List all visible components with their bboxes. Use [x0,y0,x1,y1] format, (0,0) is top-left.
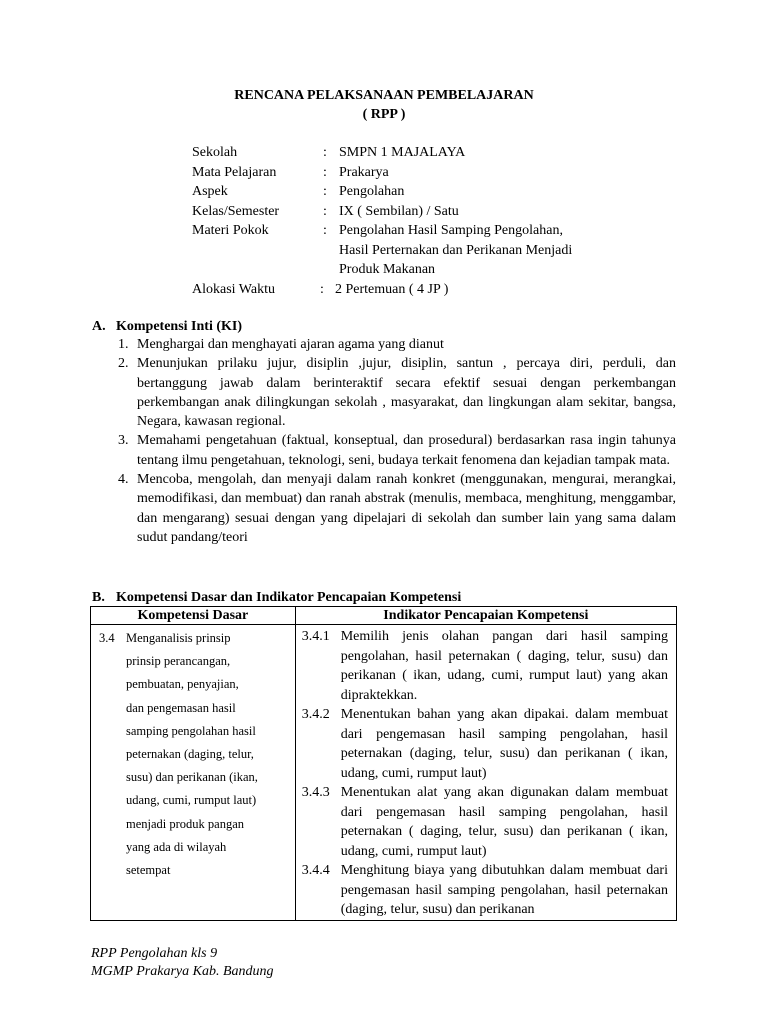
kd-line: Menganalisis prinsip [126,631,231,645]
info-row-aspek [192,182,662,202]
info-colon: : [323,164,327,180]
info-row-materi-cont [192,260,662,280]
kd-line: menjadi produk pangan [126,816,245,831]
info-label: Aspek [192,184,228,199]
indicator-number: 3.4.2 [301,707,330,722]
kd-number: 3.4 [99,631,115,645]
info-value: Hasil Perternakan dan Perikanan Menjadi [339,242,573,258]
section-title: Kompetensi Dasar dan Indikator Pencapaian Kompetensi [116,590,462,605]
footer-line-2: MGMP Prakarya Kab. Bandung [91,964,274,979]
column-header-indicator: Indikator Pencapaian Kompetensi [295,607,676,625]
info-value: IX ( Sembilan) / Satu [339,203,459,219]
indicator-item [302,861,668,920]
indicator-item [302,627,668,705]
info-colon: : [323,184,327,199]
section-a-heading [92,317,242,336]
list-number: 3. [118,433,129,449]
info-label: Kelas/Semester [192,203,280,219]
footer-line-1: RPP Pengolahan kls 9 [91,946,218,961]
list-item [118,354,676,431]
indicator-text: Menghitung biaya yang dibutuhkan dalam membuat dari pengemasan hasil samping pengolahan, hasil peternakan (daging, telur, susu) dan perikanan [340,863,668,917]
info-colon: : [323,203,327,219]
list-number: 4. [118,472,129,488]
indicator-number: 3.4.3 [301,785,330,800]
list-text: Mencoba, mengolah, dan menyaji dalam ranah konkret (menggunakan, mengurai, merangkai, memodifikasi, dan membuat) dan ranah abstrak (menulis, membaca, menghitung, menggambar, dan mengarang) sesuai dengan yang dipelajari di sekolah dan sumber lain yang sama dalam sudut pandang/teori [137,472,676,545]
indicator-number: 3.4.1 [301,629,330,644]
table-row [91,625,677,921]
info-label: Sekolah [192,145,238,160]
section-b-heading [92,588,461,607]
indicator-item [302,783,668,861]
indicator-item [302,705,668,783]
table-header-row [91,607,677,625]
info-row-sekolah [192,143,662,163]
list-item [118,431,676,470]
list-item [118,470,676,547]
kd-line: yang ada di wilayah [126,839,227,854]
list-number: 2. [118,356,129,372]
list-text: Memahami pengetahuan (faktual, konseptual, dan prosedural) berdasarkan rasa ingin tahunya tentang ilmu pengetahuan, teknologi, seni, budaya terkait fenomena dan kejadian tampak mata. [137,433,676,468]
info-value: Prakarya [339,164,389,180]
section-letter: A. [92,319,106,334]
column-header-kd: Kompetensi Dasar [91,607,296,625]
info-row-mapel [192,163,662,183]
info-row-kelas [192,202,662,222]
document-title: RENCANA PELAKSANAAN PEMBELAJARAN [234,88,534,103]
list-text: Menghargai dan menghayati ajaran agama yang dianut [137,337,444,352]
info-value: SMPN 1 MAJALAYA [339,145,466,160]
indicator-text: Menentukan bahan yang akan dipakai. dalam membuat dari pengemasan hasil samping pengolahan, hasil peternakan (daging, telur, susu) dan perikanan ( ikan, udang, cumi, rumput laut) [340,707,668,781]
identity-block [192,143,662,299]
info-value: 2 Pertemuan ( 4 JP ) [335,281,449,297]
kd-cell [91,625,296,921]
section-title: Kompetensi Inti (KI) [116,319,242,334]
kd-line: peternakan (daging, telur, [126,747,254,762]
kd-line: dan pengemasan hasil [126,700,236,715]
kd-line: prinsip perancangan, [126,654,231,669]
list-item [118,335,676,354]
info-row-alokasi [192,280,662,300]
info-colon: : [323,223,327,238]
info-label: Materi Pokok [192,223,269,238]
indicator-text: Memilih jenis olahan pangan dari hasil samping pengolahan, hasil peternakan ( daging, telur, susu) dan perikanan ( ikan, udang, cumi, rumput laut) yang akan dipraktekkan. [340,629,668,703]
document-subtitle: ( RPP ) [362,107,406,122]
kd-line: udang, cumi, rumput laut) [126,793,257,808]
list-text: Menunjukan prilaku jujur, disiplin ,jujur, disiplin, santun , percaya diri, perduli, dan bertanggung jawab dalam berinteraktif secara efektif sesuai dengan perkembangan perkembangan anak dilingkungan sekolah , masyarakat, dan lingkungan alam sekitar, bangsa, Negara, kawasan regional. [137,356,676,430]
info-row-materi-cont [192,241,662,261]
info-colon: : [320,281,324,297]
section-letter: B. [92,590,105,605]
kd-line: pembuatan, penyajian, [126,677,239,692]
info-label: Alokasi Waktu [192,281,275,297]
indicator-cell [295,625,676,921]
info-value: Produk Makanan [339,262,436,277]
kd-line: setempat [126,863,171,878]
info-colon: : [323,145,327,160]
info-label: Mata Pelajaran [192,164,277,180]
info-value: Pengolahan Hasil Samping Pengolahan, [339,223,563,238]
info-row-materi [192,221,662,241]
kompetensi-inti-list [118,335,676,547]
indicator-number: 3.4.4 [301,863,330,878]
indicator-text: Menentukan alat yang akan digunakan dalam membuat dari pengemasan hasil samping pengolahan, hasil peternakan ( daging, telur, susu) dan perikanan ( ikan, udang, cumi, rumput laut) [340,785,668,859]
kd-text [97,627,289,882]
competency-table [90,606,677,921]
info-value: Pengolahan [339,184,405,199]
kd-line: samping pengolahan hasil [126,723,256,738]
list-number: 1. [118,337,129,352]
kd-line: susu) dan perikanan (ikan, [126,770,258,785]
